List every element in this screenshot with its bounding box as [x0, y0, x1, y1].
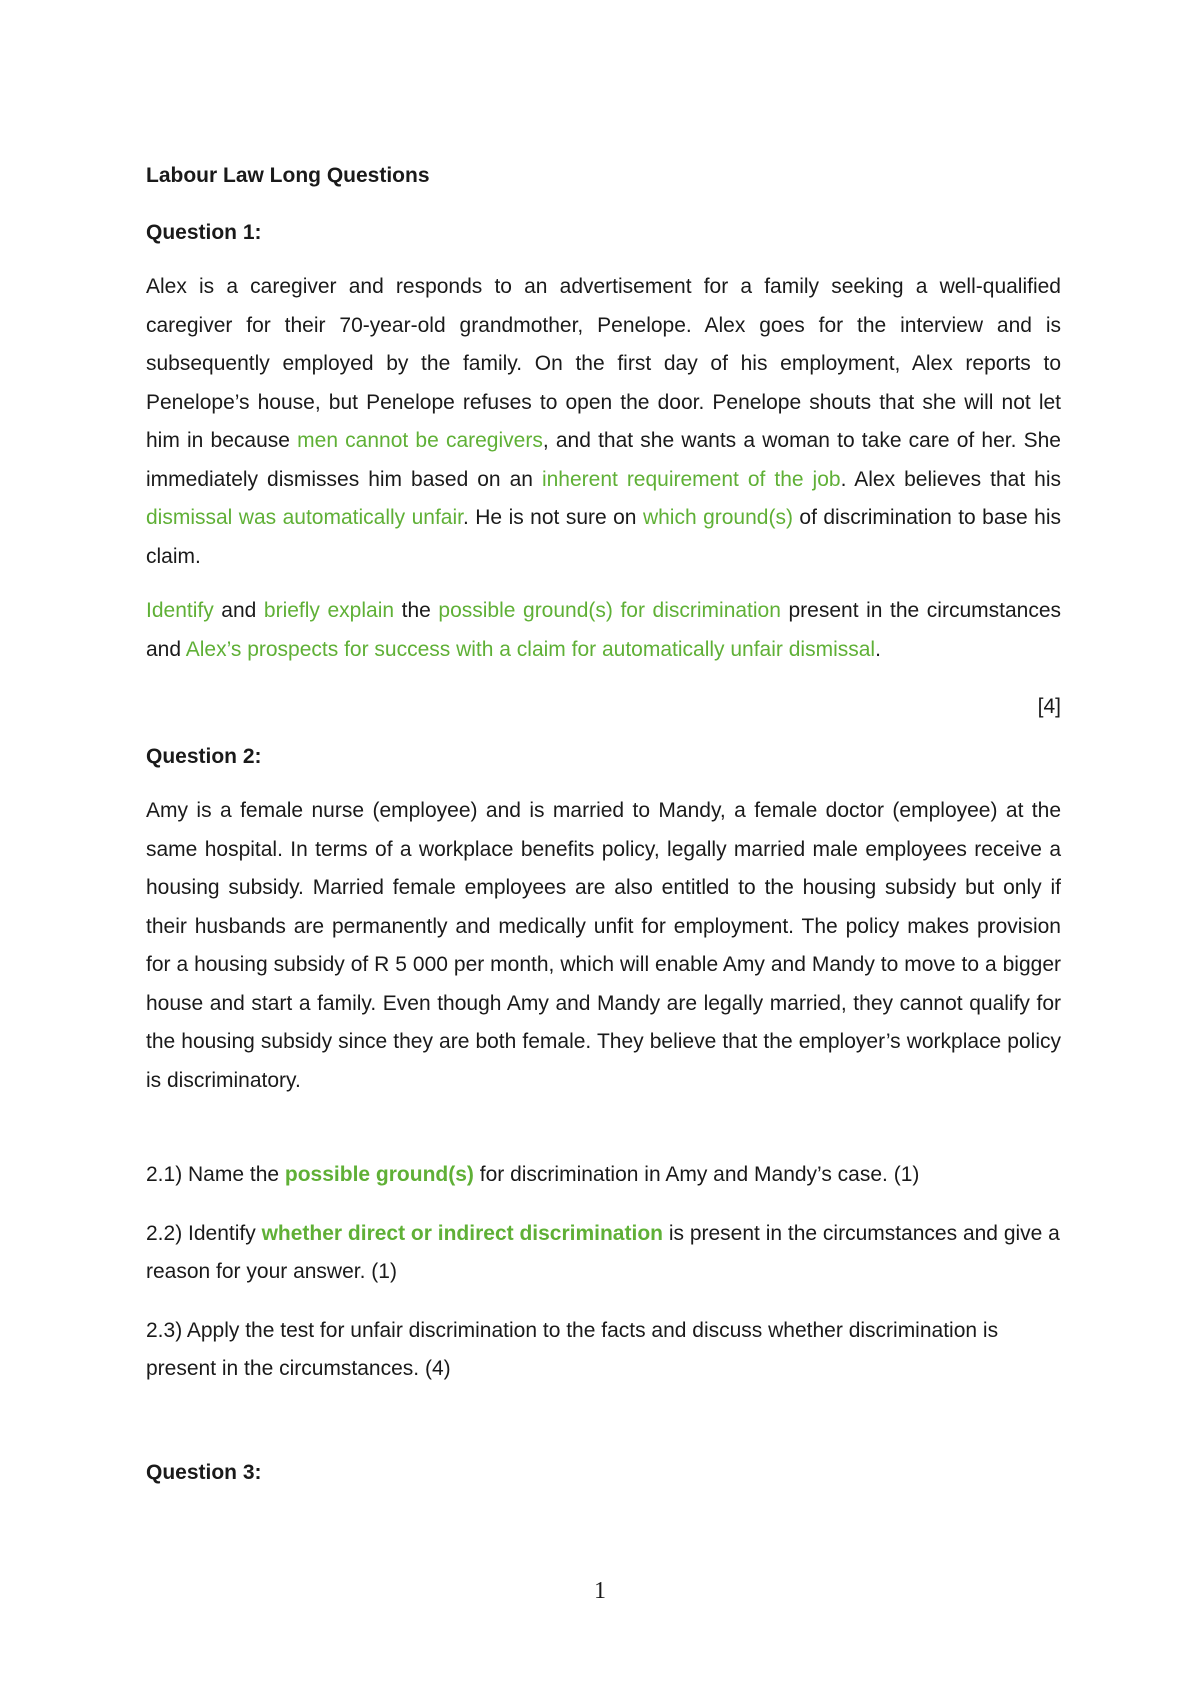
highlight-possible-grounds-bold: possible ground(s)	[284, 1163, 474, 1186]
text-run: 2.1) Name the	[146, 1163, 285, 1186]
question-1-instruction	[146, 592, 1061, 669]
text-run: and	[213, 599, 264, 622]
text-run: present in the circumstances and	[146, 599, 1061, 661]
question-2-1	[146, 1156, 1061, 1195]
text-run: is present in the circumstances and give a reason for your answer. (1)	[146, 1221, 1060, 1283]
highlight-direct-or-indirect: whether direct or indirect discrimination	[261, 1221, 663, 1245]
question-2-scenario: Amy is a female nurse (employee) and is married to Mandy, a female doctor (employee) at the same hospital. In terms of a workplace benefits policy, legally married male employees receive a housing subsidy. Married female employees are also entitled to the housing subsidy but only if their husbands are permanently and medically unfit for employment. The policy makes provision for a housing subsidy of R 5 000 per month, which will enable Amy and Mandy to move to a bigger house and start a family. Even though Amy and Mandy are legally married, they cannot qualify for the housing subsidy since they are both female. They believe that the employer’s workplace policy is discriminatory.	[146, 799, 1061, 1092]
text-run: , and that she wants a woman to take care of her. She immediately dismisses him based on an	[146, 429, 1061, 491]
question-1-marks: [4]	[1037, 695, 1061, 718]
question-2-2	[146, 1215, 1061, 1292]
page-number: 1	[594, 1578, 606, 1604]
spacer	[146, 1409, 1061, 1457]
text-run: . He is not sure on	[462, 506, 643, 529]
highlight-prospects-for-success: Alex’s prospects for success with a claim for automatically unfair dismissal	[185, 637, 876, 661]
spacer	[146, 1116, 1061, 1156]
document-page	[146, 160, 1061, 1508]
text-run: . Alex believes that his	[840, 467, 1061, 491]
question-3-heading: Question 3:	[146, 1460, 262, 1484]
question-1-scenario	[146, 268, 1061, 576]
highlight-men-cannot-be-caregivers: men cannot be caregivers	[297, 429, 543, 452]
text-run: of discrimination to base his claim.	[146, 506, 1061, 568]
text-run: .	[875, 637, 881, 661]
highlight-possible-grounds: possible ground(s) for discrimination	[438, 599, 781, 622]
highlight-briefly-explain: briefly explain	[263, 599, 395, 622]
highlight-identify: Identify	[146, 599, 214, 622]
question-2-heading: Question 2:	[146, 745, 262, 768]
text-run: 2.2) Identify	[146, 1221, 262, 1245]
question-1-heading: Question 1:	[146, 221, 262, 244]
text-run: the	[394, 599, 439, 622]
text-run: for discrimination in Amy and Mandy’s case. (1)	[473, 1163, 920, 1186]
highlight-which-grounds: which ground(s)	[642, 506, 793, 529]
highlight-dismissal-unfair: dismissal was automatically unfair	[146, 506, 463, 529]
highlight-inherent-requirement: inherent requirement of the job	[541, 467, 841, 491]
text-run: Alex is a caregiver and responds to an advertisement for a family seeking a well-qualified caregiver for their 70-year-old grandmother, Penelope. Alex goes for the interview and is subsequently employed by the family. On the first day of his employment, Alex reports to Penelope’s house, but Penelope refuses to open the door. Penelope shouts that she will not let him in because	[146, 275, 1061, 452]
question-2-3: 2.3) Apply the test for unfair discrimination to the facts and discuss whether discrimination is present in the circumstances. (4)	[146, 1318, 999, 1380]
document-title: Labour Law Long Questions	[146, 164, 430, 187]
